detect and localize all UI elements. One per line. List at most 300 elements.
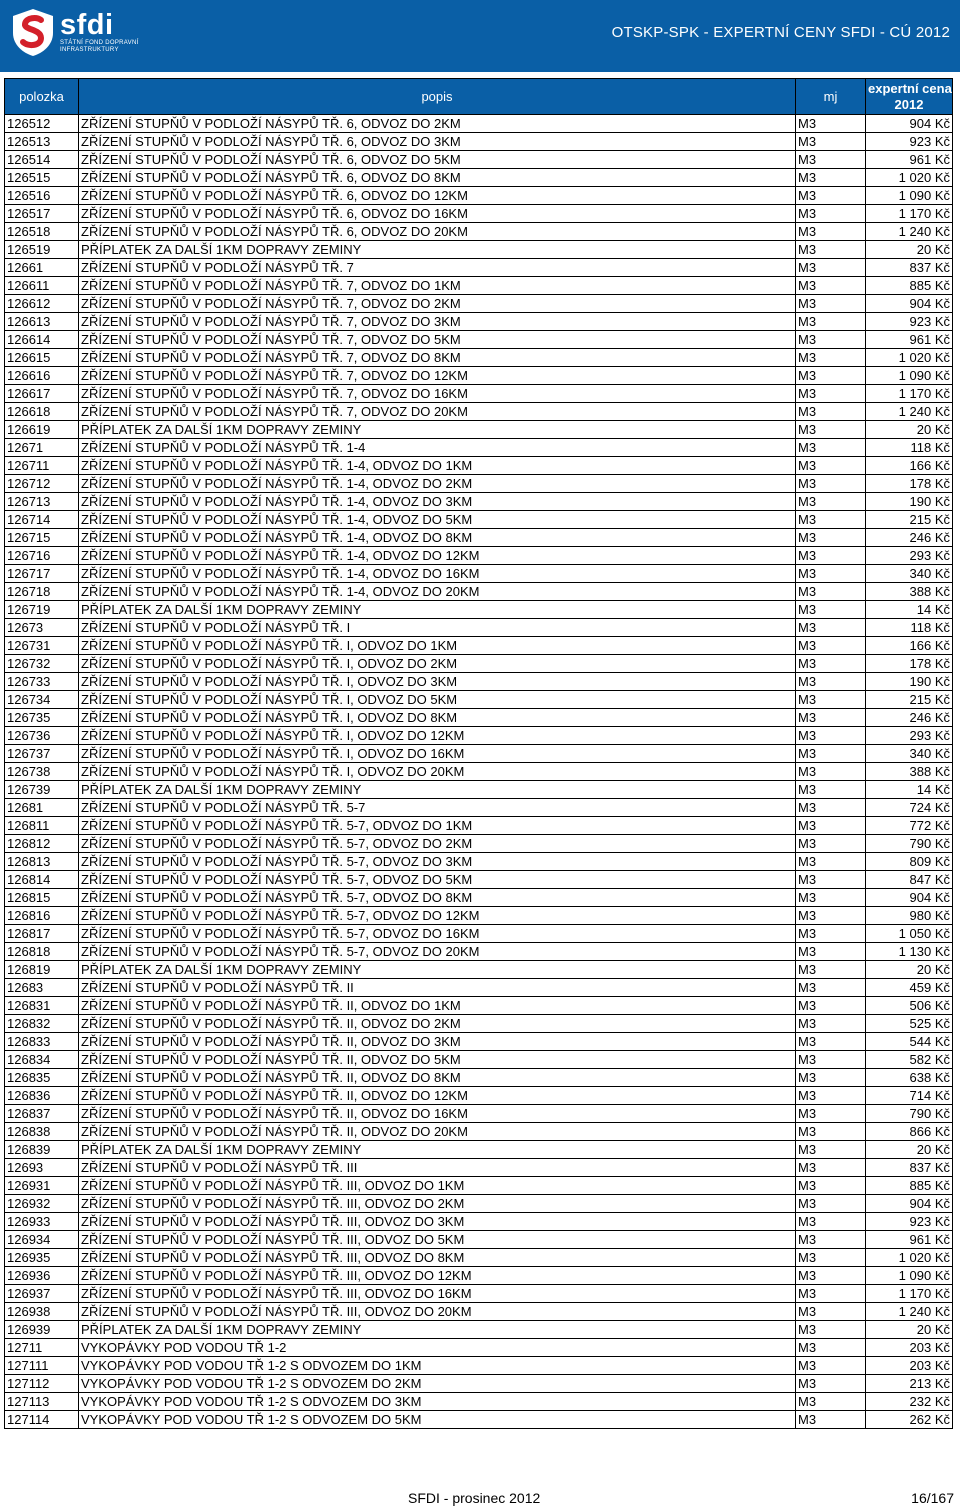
cell-description: ZŘÍZENÍ STUPŇŮ V PODLOŽÍ NÁSYPŮ TŘ. III, ODVOZ DO 2KM [79, 1195, 796, 1213]
cell-code: 126711 [5, 457, 79, 475]
column-header-price-line-2: 2012 [894, 96, 924, 112]
cell-unit: M3 [796, 331, 866, 349]
table-row [5, 817, 953, 835]
cell-code: 126733 [5, 673, 79, 691]
price-table-body [5, 115, 953, 1429]
cell-code: 126737 [5, 745, 79, 763]
cell-code: 126834 [5, 1051, 79, 1069]
cell-price: 904 Kč [866, 295, 953, 313]
cell-price: 866 Kč [866, 1123, 953, 1141]
cell-description: ZŘÍZENÍ STUPŇŮ V PODLOŽÍ NÁSYPŮ TŘ. 5-7, ODVOZ DO 16KM [79, 925, 796, 943]
cell-description: ZŘÍZENÍ STUPŇŮ V PODLOŽÍ NÁSYPŮ TŘ. 7, ODVOZ DO 20KM [79, 403, 796, 421]
table-row [5, 205, 953, 223]
cell-description: ZŘÍZENÍ STUPŇŮ V PODLOŽÍ NÁSYPŮ TŘ. 5-7, ODVOZ DO 3KM [79, 853, 796, 871]
table-row [5, 907, 953, 925]
cell-price: 388 Kč [866, 763, 953, 781]
cell-unit: M3 [796, 1411, 866, 1429]
cell-code: 126932 [5, 1195, 79, 1213]
cell-unit: M3 [796, 1015, 866, 1033]
table-row [5, 1357, 953, 1375]
column-header-code: polozka [5, 79, 79, 115]
cell-code: 126611 [5, 277, 79, 295]
cell-description: ZŘÍZENÍ STUPŇŮ V PODLOŽÍ NÁSYPŮ TŘ. 1-4, ODVOZ DO 16KM [79, 565, 796, 583]
cell-unit: M3 [796, 403, 866, 421]
cell-code: 126513 [5, 133, 79, 151]
cell-code: 126933 [5, 1213, 79, 1231]
cell-unit: M3 [796, 115, 866, 133]
cell-code: 126816 [5, 907, 79, 925]
cell-description: VYKOPÁVKY POD VODOU TŘ 1-2 S ODVOZEM DO 3KM [79, 1393, 796, 1411]
column-header-price-line-1: expertní cena [868, 80, 952, 96]
cell-price: 1 170 Kč [866, 385, 953, 403]
cell-description: ZŘÍZENÍ STUPŇŮ V PODLOŽÍ NÁSYPŮ TŘ. 5-7, ODVOZ DO 20KM [79, 943, 796, 961]
cell-unit: M3 [796, 529, 866, 547]
cell-code: 126719 [5, 601, 79, 619]
table-row [5, 1177, 953, 1195]
cell-price: 340 Kč [866, 565, 953, 583]
cell-price: 1 090 Kč [866, 367, 953, 385]
cell-code: 126837 [5, 1105, 79, 1123]
cell-price: 20 Kč [866, 1141, 953, 1159]
cell-description: ZŘÍZENÍ STUPŇŮ V PODLOŽÍ NÁSYPŮ TŘ. 1-4, ODVOZ DO 2KM [79, 475, 796, 493]
table-row [5, 745, 953, 763]
cell-unit: M3 [796, 349, 866, 367]
price-table-header [5, 79, 953, 115]
cell-unit: M3 [796, 925, 866, 943]
column-header-unit: mj [796, 79, 866, 115]
cell-code: 126516 [5, 187, 79, 205]
cell-description: ZŘÍZENÍ STUPŇŮ V PODLOŽÍ NÁSYPŮ TŘ. 6, ODVOZ DO 2KM [79, 115, 796, 133]
cell-code: 127111 [5, 1357, 79, 1375]
cell-description: ZŘÍZENÍ STUPŇŮ V PODLOŽÍ NÁSYPŮ TŘ. I, ODVOZ DO 2KM [79, 655, 796, 673]
cell-description: ZŘÍZENÍ STUPŇŮ V PODLOŽÍ NÁSYPŮ TŘ. II, ODVOZ DO 1KM [79, 997, 796, 1015]
cell-description: ZŘÍZENÍ STUPŇŮ V PODLOŽÍ NÁSYPŮ TŘ. 7, ODVOZ DO 3KM [79, 313, 796, 331]
cell-description: ZŘÍZENÍ STUPŇŮ V PODLOŽÍ NÁSYPŮ TŘ. I, ODVOZ DO 16KM [79, 745, 796, 763]
cell-unit: M3 [796, 565, 866, 583]
table-row [5, 799, 953, 817]
cell-code: 126935 [5, 1249, 79, 1267]
table-row [5, 1123, 953, 1141]
cell-price: 232 Kč [866, 1393, 953, 1411]
cell-description: ZŘÍZENÍ STUPŇŮ V PODLOŽÍ NÁSYPŮ TŘ. 1-4 [79, 439, 796, 457]
cell-price: 724 Kč [866, 799, 953, 817]
table-row [5, 475, 953, 493]
table-row [5, 223, 953, 241]
cell-description: ZŘÍZENÍ STUPŇŮ V PODLOŽÍ NÁSYPŮ TŘ. 5-7, ODVOZ DO 5KM [79, 871, 796, 889]
cell-unit: M3 [796, 1249, 866, 1267]
table-row [5, 133, 953, 151]
cell-unit: M3 [796, 871, 866, 889]
table-row [5, 1321, 953, 1339]
cell-price: 203 Kč [866, 1357, 953, 1375]
cell-description: ZŘÍZENÍ STUPŇŮ V PODLOŽÍ NÁSYPŮ TŘ. 6, ODVOZ DO 8KM [79, 169, 796, 187]
cell-price: 885 Kč [866, 277, 953, 295]
table-row [5, 835, 953, 853]
cell-unit: M3 [796, 1051, 866, 1069]
cell-description: ZŘÍZENÍ STUPŇŮ V PODLOŽÍ NÁSYPŮ TŘ. 6, ODVOZ DO 12KM [79, 187, 796, 205]
cell-unit: M3 [796, 583, 866, 601]
cell-price: 166 Kč [866, 457, 953, 475]
cell-description: ZŘÍZENÍ STUPŇŮ V PODLOŽÍ NÁSYPŮ TŘ. 5-7, ODVOZ DO 8KM [79, 889, 796, 907]
cell-unit: M3 [796, 835, 866, 853]
cell-price: 582 Kč [866, 1051, 953, 1069]
cell-code: 126518 [5, 223, 79, 241]
cell-description: ZŘÍZENÍ STUPŇŮ V PODLOŽÍ NÁSYPŮ TŘ. 5-7, ODVOZ DO 1KM [79, 817, 796, 835]
cell-price: 1 090 Kč [866, 1267, 953, 1285]
cell-price: 904 Kč [866, 1195, 953, 1213]
cell-code: 126931 [5, 1177, 79, 1195]
cell-description: VYKOPÁVKY POD VODOU TŘ 1-2 [79, 1339, 796, 1357]
footer-text: SFDI - prosinec 2012 [408, 1490, 541, 1506]
cell-code: 126818 [5, 943, 79, 961]
table-row [5, 115, 953, 133]
cell-code: 12661 [5, 259, 79, 277]
cell-unit: M3 [796, 1105, 866, 1123]
cell-description: ZŘÍZENÍ STUPŇŮ V PODLOŽÍ NÁSYPŮ TŘ. I, ODVOZ DO 20KM [79, 763, 796, 781]
cell-unit: M3 [796, 763, 866, 781]
cell-code: 126714 [5, 511, 79, 529]
cell-code: 126819 [5, 961, 79, 979]
cell-code: 126713 [5, 493, 79, 511]
cell-unit: M3 [796, 907, 866, 925]
cell-description: ZŘÍZENÍ STUPŇŮ V PODLOŽÍ NÁSYPŮ TŘ. 7, ODVOZ DO 8KM [79, 349, 796, 367]
table-row [5, 583, 953, 601]
cell-code: 126812 [5, 835, 79, 853]
cell-code: 126939 [5, 1321, 79, 1339]
table-row [5, 277, 953, 295]
price-table [4, 78, 953, 1429]
cell-unit: M3 [796, 673, 866, 691]
cell-description: ZŘÍZENÍ STUPŇŮ V PODLOŽÍ NÁSYPŮ TŘ. II, ODVOZ DO 5KM [79, 1051, 796, 1069]
table-row [5, 1033, 953, 1051]
cell-unit: M3 [796, 601, 866, 619]
cell-code: 126512 [5, 115, 79, 133]
cell-description: ZŘÍZENÍ STUPŇŮ V PODLOŽÍ NÁSYPŮ TŘ. 1-4, ODVOZ DO 8KM [79, 529, 796, 547]
cell-unit: M3 [796, 151, 866, 169]
cell-price: 1 240 Kč [866, 403, 953, 421]
table-row [5, 1069, 953, 1087]
cell-code: 126938 [5, 1303, 79, 1321]
cell-code: 12711 [5, 1339, 79, 1357]
cell-unit: M3 [796, 241, 866, 259]
cell-price: 525 Kč [866, 1015, 953, 1033]
cell-unit: M3 [796, 781, 866, 799]
cell-price: 980 Kč [866, 907, 953, 925]
cell-unit: M3 [796, 637, 866, 655]
table-row [5, 421, 953, 439]
cell-price: 293 Kč [866, 547, 953, 565]
cell-description: ZŘÍZENÍ STUPŇŮ V PODLOŽÍ NÁSYPŮ TŘ. III, ODVOZ DO 1KM [79, 1177, 796, 1195]
cell-description: ZŘÍZENÍ STUPŇŮ V PODLOŽÍ NÁSYPŮ TŘ. 7, ODVOZ DO 2KM [79, 295, 796, 313]
table-row [5, 727, 953, 745]
cell-description: VYKOPÁVKY POD VODOU TŘ 1-2 S ODVOZEM DO 5KM [79, 1411, 796, 1429]
cell-code: 126616 [5, 367, 79, 385]
cell-description: ZŘÍZENÍ STUPŇŮ V PODLOŽÍ NÁSYPŮ TŘ. III, ODVOZ DO 5KM [79, 1231, 796, 1249]
logo-subtitle-line-2: INFRASTRUKTURY [60, 47, 119, 53]
cell-code: 126517 [5, 205, 79, 223]
table-row [5, 853, 953, 871]
cell-description: ZŘÍZENÍ STUPŇŮ V PODLOŽÍ NÁSYPŮ TŘ. 5-7, ODVOZ DO 12KM [79, 907, 796, 925]
cell-code: 126815 [5, 889, 79, 907]
table-row [5, 331, 953, 349]
cell-price: 20 Kč [866, 241, 953, 259]
table-row [5, 925, 953, 943]
cell-price: 638 Kč [866, 1069, 953, 1087]
table-row [5, 511, 953, 529]
cell-unit: M3 [796, 655, 866, 673]
cell-unit: M3 [796, 385, 866, 403]
cell-unit: M3 [796, 259, 866, 277]
cell-code: 12693 [5, 1159, 79, 1177]
cell-price: 506 Kč [866, 997, 953, 1015]
cell-description: ZŘÍZENÍ STUPŇŮ V PODLOŽÍ NÁSYPŮ TŘ. III, ODVOZ DO 20KM [79, 1303, 796, 1321]
cell-code: 126614 [5, 331, 79, 349]
cell-unit: M3 [796, 1321, 866, 1339]
cell-description: ZŘÍZENÍ STUPŇŮ V PODLOŽÍ NÁSYPŮ TŘ. 6, ODVOZ DO 3KM [79, 133, 796, 151]
table-row [5, 151, 953, 169]
cell-unit: M3 [796, 727, 866, 745]
cell-price: 190 Kč [866, 673, 953, 691]
cell-code: 126735 [5, 709, 79, 727]
table-row [5, 871, 953, 889]
cell-description: ZŘÍZENÍ STUPŇŮ V PODLOŽÍ NÁSYPŮ TŘ. 1-4, ODVOZ DO 12KM [79, 547, 796, 565]
table-row [5, 961, 953, 979]
cell-unit: M3 [796, 1087, 866, 1105]
cell-unit: M3 [796, 493, 866, 511]
logo-subtitle-line-1: STÁTNÍ FOND DOPRAVNÍ [60, 40, 139, 46]
table-row [5, 259, 953, 277]
table-row [5, 619, 953, 637]
cell-description: ZŘÍZENÍ STUPŇŮ V PODLOŽÍ NÁSYPŮ TŘ. 5-7 [79, 799, 796, 817]
cell-unit: M3 [796, 277, 866, 295]
cell-code: 12681 [5, 799, 79, 817]
table-row [5, 439, 953, 457]
cell-price: 166 Kč [866, 637, 953, 655]
cell-code: 126712 [5, 475, 79, 493]
cell-code: 126718 [5, 583, 79, 601]
cell-price: 246 Kč [866, 709, 953, 727]
table-row [5, 1231, 953, 1249]
cell-description: PŘÍPLATEK ZA DALŠÍ 1KM DOPRAVY ZEMINY [79, 421, 796, 439]
cell-code: 126514 [5, 151, 79, 169]
cell-price: 1 130 Kč [866, 943, 953, 961]
cell-price: 190 Kč [866, 493, 953, 511]
cell-code: 126515 [5, 169, 79, 187]
cell-price: 1 020 Kč [866, 1249, 953, 1267]
table-row [5, 385, 953, 403]
cell-description: ZŘÍZENÍ STUPŇŮ V PODLOŽÍ NÁSYPŮ TŘ. III, ODVOZ DO 16KM [79, 1285, 796, 1303]
cell-price: 20 Kč [866, 1321, 953, 1339]
cell-code: 12683 [5, 979, 79, 997]
cell-unit: M3 [796, 439, 866, 457]
cell-price: 772 Kč [866, 817, 953, 835]
cell-code: 126618 [5, 403, 79, 421]
cell-code: 126811 [5, 817, 79, 835]
cell-price: 1 090 Kč [866, 187, 953, 205]
cell-description: ZŘÍZENÍ STUPŇŮ V PODLOŽÍ NÁSYPŮ TŘ. I [79, 619, 796, 637]
cell-unit: M3 [796, 709, 866, 727]
cell-code: 127114 [5, 1411, 79, 1429]
cell-price: 213 Kč [866, 1375, 953, 1393]
cell-price: 837 Kč [866, 1159, 953, 1177]
cell-price: 904 Kč [866, 889, 953, 907]
table-row [5, 1303, 953, 1321]
cell-unit: M3 [796, 313, 866, 331]
cell-description: ZŘÍZENÍ STUPŇŮ V PODLOŽÍ NÁSYPŮ TŘ. 1-4, ODVOZ DO 1KM [79, 457, 796, 475]
table-row [5, 655, 953, 673]
cell-description: ZŘÍZENÍ STUPŇŮ V PODLOŽÍ NÁSYPŮ TŘ. I, ODVOZ DO 1KM [79, 637, 796, 655]
table-row [5, 1159, 953, 1177]
cell-price: 923 Kč [866, 313, 953, 331]
table-row [5, 187, 953, 205]
cell-price: 246 Kč [866, 529, 953, 547]
cell-unit: M3 [796, 745, 866, 763]
column-header-description: popis [79, 79, 796, 115]
cell-price: 1 020 Kč [866, 169, 953, 187]
cell-unit: M3 [796, 1393, 866, 1411]
cell-description: ZŘÍZENÍ STUPŇŮ V PODLOŽÍ NÁSYPŮ TŘ. II [79, 979, 796, 997]
cell-price: 961 Kč [866, 1231, 953, 1249]
cell-description: VYKOPÁVKY POD VODOU TŘ 1-2 S ODVOZEM DO 2KM [79, 1375, 796, 1393]
cell-code: 126731 [5, 637, 79, 655]
cell-code: 127113 [5, 1393, 79, 1411]
cell-code: 126717 [5, 565, 79, 583]
cell-unit: M3 [796, 1213, 866, 1231]
cell-code: 126716 [5, 547, 79, 565]
cell-price: 847 Kč [866, 871, 953, 889]
table-row [5, 979, 953, 997]
table-row [5, 1393, 953, 1411]
table-row [5, 1015, 953, 1033]
cell-description: ZŘÍZENÍ STUPŇŮ V PODLOŽÍ NÁSYPŮ TŘ. 6, ODVOZ DO 16KM [79, 205, 796, 223]
cell-unit: M3 [796, 817, 866, 835]
cell-unit: M3 [796, 853, 866, 871]
cell-description: ZŘÍZENÍ STUPŇŮ V PODLOŽÍ NÁSYPŮ TŘ. 1-4, ODVOZ DO 3KM [79, 493, 796, 511]
cell-description: ZŘÍZENÍ STUPŇŮ V PODLOŽÍ NÁSYPŮ TŘ. I, ODVOZ DO 3KM [79, 673, 796, 691]
table-row [5, 1375, 953, 1393]
cell-description: ZŘÍZENÍ STUPŇŮ V PODLOŽÍ NÁSYPŮ TŘ. III [79, 1159, 796, 1177]
cell-description: ZŘÍZENÍ STUPŇŮ V PODLOŽÍ NÁSYPŮ TŘ. I, ODVOZ DO 12KM [79, 727, 796, 745]
cell-price: 1 170 Kč [866, 1285, 953, 1303]
cell-price: 790 Kč [866, 1105, 953, 1123]
cell-price: 1 170 Kč [866, 205, 953, 223]
cell-code: 126736 [5, 727, 79, 745]
cell-code: 126617 [5, 385, 79, 403]
cell-unit: M3 [796, 799, 866, 817]
table-row [5, 547, 953, 565]
table-row [5, 943, 953, 961]
cell-unit: M3 [796, 223, 866, 241]
table-row [5, 601, 953, 619]
cell-price: 118 Kč [866, 619, 953, 637]
cell-description: ZŘÍZENÍ STUPŇŮ V PODLOŽÍ NÁSYPŮ TŘ. II, ODVOZ DO 8KM [79, 1069, 796, 1087]
cell-description: ZŘÍZENÍ STUPŇŮ V PODLOŽÍ NÁSYPŮ TŘ. I, ODVOZ DO 8KM [79, 709, 796, 727]
cell-code: 126832 [5, 1015, 79, 1033]
cell-price: 790 Kč [866, 835, 953, 853]
cell-description: ZŘÍZENÍ STUPŇŮ V PODLOŽÍ NÁSYPŮ TŘ. III, ODVOZ DO 3KM [79, 1213, 796, 1231]
sfdi-logo-icon [10, 7, 56, 57]
page-number: 16/167 [911, 1490, 954, 1506]
cell-code: 126937 [5, 1285, 79, 1303]
cell-code: 126838 [5, 1123, 79, 1141]
cell-description: ZŘÍZENÍ STUPŇŮ V PODLOŽÍ NÁSYPŮ TŘ. 1-4, ODVOZ DO 20KM [79, 583, 796, 601]
table-row [5, 889, 953, 907]
cell-unit: M3 [796, 547, 866, 565]
cell-description: ZŘÍZENÍ STUPŇŮ V PODLOŽÍ NÁSYPŮ TŘ. II, ODVOZ DO 12KM [79, 1087, 796, 1105]
cell-unit: M3 [796, 421, 866, 439]
table-row [5, 637, 953, 655]
table-row [5, 1339, 953, 1357]
cell-unit: M3 [796, 997, 866, 1015]
cell-price: 904 Kč [866, 115, 953, 133]
cell-unit: M3 [796, 457, 866, 475]
cell-code: 12673 [5, 619, 79, 637]
cell-code: 126738 [5, 763, 79, 781]
cell-price: 961 Kč [866, 331, 953, 349]
table-row [5, 457, 953, 475]
table-row [5, 763, 953, 781]
table-row [5, 1105, 953, 1123]
cell-description: ZŘÍZENÍ STUPŇŮ V PODLOŽÍ NÁSYPŮ TŘ. 7, ODVOZ DO 5KM [79, 331, 796, 349]
cell-description: ZŘÍZENÍ STUPŇŮ V PODLOŽÍ NÁSYPŮ TŘ. II, ODVOZ DO 2KM [79, 1015, 796, 1033]
cell-unit: M3 [796, 979, 866, 997]
cell-unit: M3 [796, 691, 866, 709]
cell-price: 1 050 Kč [866, 925, 953, 943]
cell-description: PŘÍPLATEK ZA DALŠÍ 1KM DOPRAVY ZEMINY [79, 241, 796, 259]
cell-price: 178 Kč [866, 475, 953, 493]
cell-price: 544 Kč [866, 1033, 953, 1051]
cell-description: ZŘÍZENÍ STUPŇŮ V PODLOŽÍ NÁSYPŮ TŘ. 7, ODVOZ DO 12KM [79, 367, 796, 385]
cell-price: 1 020 Kč [866, 349, 953, 367]
table-row [5, 781, 953, 799]
cell-price: 388 Kč [866, 583, 953, 601]
cell-code: 126715 [5, 529, 79, 547]
cell-unit: M3 [796, 1159, 866, 1177]
cell-code: 126613 [5, 313, 79, 331]
table-row [5, 1195, 953, 1213]
cell-description: PŘÍPLATEK ZA DALŠÍ 1KM DOPRAVY ZEMINY [79, 781, 796, 799]
cell-unit: M3 [796, 205, 866, 223]
cell-description: ZŘÍZENÍ STUPŇŮ V PODLOŽÍ NÁSYPŮ TŘ. 7, ODVOZ DO 16KM [79, 385, 796, 403]
logo-name: sfdi [60, 9, 114, 41]
cell-description: ZŘÍZENÍ STUPŇŮ V PODLOŽÍ NÁSYPŮ TŘ. II, ODVOZ DO 20KM [79, 1123, 796, 1141]
cell-code: 127112 [5, 1375, 79, 1393]
table-row [5, 241, 953, 259]
table-row [5, 691, 953, 709]
table-row [5, 1285, 953, 1303]
column-header-price [866, 79, 953, 115]
cell-code: 126615 [5, 349, 79, 367]
cell-unit: M3 [796, 1357, 866, 1375]
cell-code: 126817 [5, 925, 79, 943]
table-row [5, 1051, 953, 1069]
cell-unit: M3 [796, 1195, 866, 1213]
table-row [5, 349, 953, 367]
cell-code: 126732 [5, 655, 79, 673]
cell-price: 837 Kč [866, 259, 953, 277]
cell-description: ZŘÍZENÍ STUPŇŮ V PODLOŽÍ NÁSYPŮ TŘ. III, ODVOZ DO 8KM [79, 1249, 796, 1267]
table-row [5, 493, 953, 511]
cell-description: ZŘÍZENÍ STUPŇŮ V PODLOŽÍ NÁSYPŮ TŘ. 5-7, ODVOZ DO 2KM [79, 835, 796, 853]
table-row [5, 565, 953, 583]
cell-description: ZŘÍZENÍ STUPŇŮ V PODLOŽÍ NÁSYPŮ TŘ. 7 [79, 259, 796, 277]
table-row [5, 1267, 953, 1285]
table-row [5, 367, 953, 385]
cell-code: 126734 [5, 691, 79, 709]
cell-code: 126839 [5, 1141, 79, 1159]
cell-description: PŘÍPLATEK ZA DALŠÍ 1KM DOPRAVY ZEMINY [79, 1321, 796, 1339]
table-row [5, 313, 953, 331]
